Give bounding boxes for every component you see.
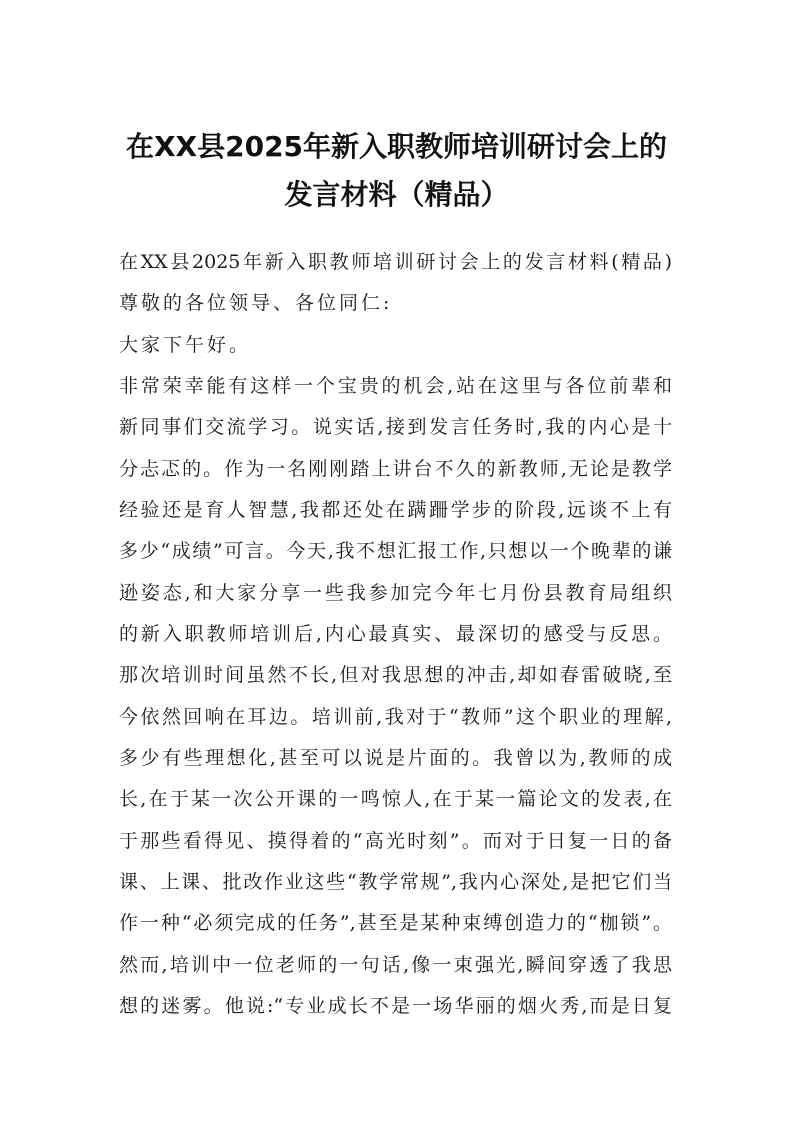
- body-line: 多少“成绩”可言。今天,我不想汇报工作,只想以一个晚辈的谦: [119, 540, 672, 562]
- body-line: 分忐忑的。作为一名刚刚踏上讲台不久的新教师,无论是教学: [119, 458, 672, 480]
- body-line: 那次培训时间虽然不长,但对我思想的冲击,却如春雷破晓,至: [119, 664, 672, 686]
- body-line: 然而,培训中一位老师的一句话,像一束强光,瞬间穿透了我思: [119, 954, 672, 976]
- body-line: 经验还是育人智慧,我都还处在蹒跚学步的阶段,远谈不上有: [119, 499, 672, 521]
- body-line: 尊敬的各位领导、各位同仁:: [119, 292, 393, 314]
- document-title-line-1: 在XX县2025年新入职教师培训研讨会上的: [125, 130, 668, 163]
- body-line: 新同事们交流学习。说实话,接到发言任务时,我的内心是十: [119, 416, 672, 438]
- body-line: 想的迷雾。他说:“专业成长不是一场华丽的烟火秀,而是日复: [119, 995, 672, 1017]
- body-line: 于那些看得见、摸得着的“高光时刻”。而对于日复一日的备: [119, 830, 672, 852]
- body-line: 非常荣幸能有这样一个宝贵的机会,站在这里与各位前辈和: [119, 375, 672, 397]
- body-line: 作一种“必须完成的任务”,甚至是某种束缚创造力的“枷锁”。: [119, 912, 672, 934]
- body-line: 课、上课、批改作业这些“教学常规”,我内心深处,是把它们当: [119, 871, 672, 893]
- body-line: 多少有些理想化,甚至可以说是片面的。我曾以为,教师的成: [119, 747, 672, 769]
- document-title-line-2: 发言材料（精品）: [284, 178, 509, 211]
- body-line: 在XX县2025年新入职教师培训研讨会上的发言材料(精品): [119, 251, 672, 273]
- body-line: 今依然回响在耳边。培训前,我对于“教师”这个职业的理解,: [119, 706, 672, 728]
- body-line: 大家下午好。: [119, 334, 252, 356]
- body-line: 的新入职教师培训后,内心最真实、最深切的感受与反思。: [119, 623, 672, 645]
- body-line: 逊姿态,和大家分享一些我参加完今年七月份县教育局组织: [119, 582, 672, 604]
- body-line: 长,在于某一次公开课的一鸣惊人,在于某一篇论文的发表,在: [119, 788, 672, 810]
